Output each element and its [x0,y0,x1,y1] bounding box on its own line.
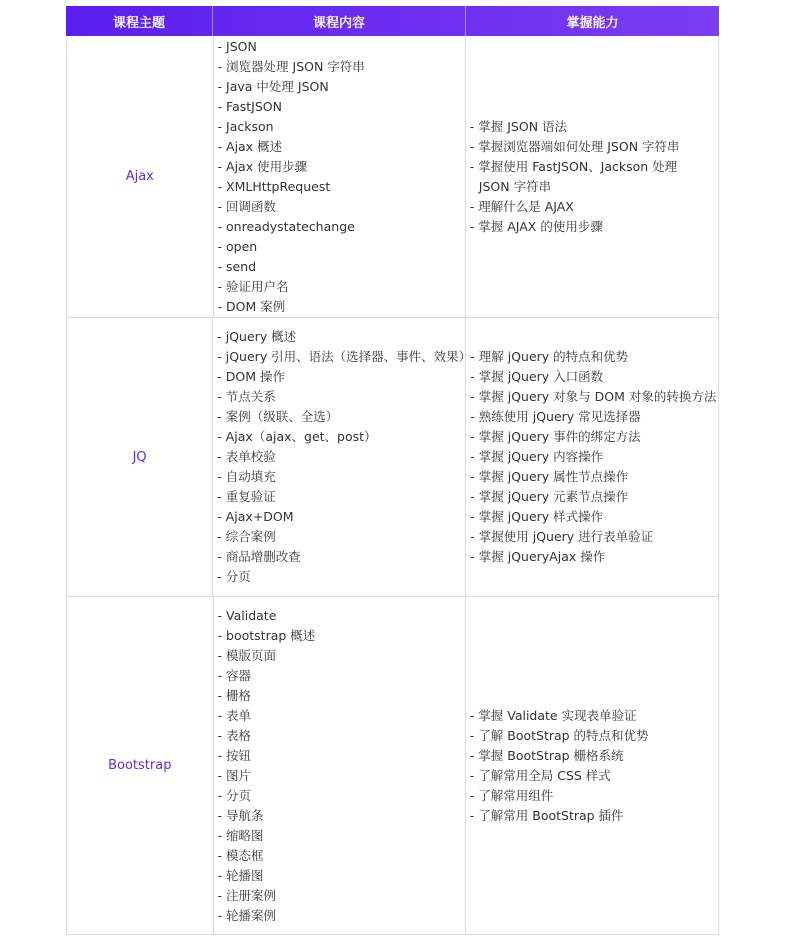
content-item: - 验证用户名 [217,278,289,294]
table-row [66,36,719,318]
content-item: - 图片 [217,767,252,783]
content-item: - 容器 [217,667,252,683]
skill-item: - 掌握 jQuery 内容操作 [470,449,604,464]
content-item: - onreadystatechange [217,218,355,234]
content-item: - Java 中处理 JSON [217,78,329,94]
skills-list [470,117,680,237]
header-skills: 掌握能力 [566,15,619,31]
content-item: - 按钮 [217,747,252,763]
content-item: - 表格 [217,727,252,743]
skill-item: - 了解常用全局 CSS 样式 [469,767,611,783]
content-item: - 分页 [217,787,252,803]
table-row [66,318,719,597]
skill-item: - 熟练使用 jQuery 常见选择器 [470,409,641,424]
content-item: - Validate [217,607,277,623]
content-item: - 轮播图 [217,867,264,883]
content-item: - Ajax 概述 [217,138,283,154]
content-item: - 轮播案例 [217,907,277,923]
table-row [66,597,719,935]
content-item: - 注册案例 [217,887,277,903]
content-item: - send [217,258,257,274]
skills-cell [466,597,718,934]
skill-item: - 掌握 jQuery 对象与 DOM 对象的转换方法 [470,389,717,404]
content-item: - 模态框 [217,847,264,863]
skill-item: - 掌握 jQuery 事件的绑定方法 [470,429,641,444]
content-item: - jQuery 引用、语法（选择器、事件、效果） [217,349,472,364]
content-item: - 节点关系 [217,389,276,404]
skill-item: - 掌握使用 jQuery 进行表单验证 [470,529,654,544]
skill-item: - 理解 jQuery 的特点和优势 [470,349,629,364]
skill-item: - 掌握 AJAX 的使用步骤 [469,218,603,234]
content-item: - 表单 [217,707,252,723]
content-item: - 回调函数 [217,198,277,214]
content-item: - Ajax 使用步骤 [217,158,308,174]
skill-item: - 掌握 jQuery 样式操作 [470,509,604,524]
content-item: - FastJSON [217,98,282,114]
header-topic: 课程主题 [66,6,213,36]
content-item: - 浏览器处理 JSON 字符串 [217,58,365,74]
content-cell [214,597,466,934]
content-item: - 模版页面 [217,647,277,663]
content-item: - 综合案例 [217,529,276,544]
skill-item: - 掌握 jQuery 属性节点操作 [470,469,629,484]
skill-item: JSON 字符串 [478,178,552,194]
content-item: - DOM 案例 [217,298,286,314]
skill-item: - 掌握 BootStrap 栅格系统 [469,747,624,763]
content-item: - Jackson [217,118,274,134]
content-item: - 自动填充 [217,469,276,484]
content-item: - JSON [217,38,257,54]
content-list [218,606,316,926]
content-item: - bootstrap 概述 [217,627,316,643]
skill-item: - 了解常用 BootStrap 插件 [469,807,624,823]
skill-item: - 掌握 JSON 语法 [469,118,568,134]
skill-item: - 掌握 jQuery 入口函数 [470,369,604,384]
skill-item: - 掌握 Validate 实现表单验证 [469,707,637,723]
skill-item: - 掌握 jQuery 元素节点操作 [470,489,629,504]
skill-item: - 掌握浏览器端如何处理 JSON 字符串 [469,138,680,154]
content-item: - 重复验证 [217,489,276,504]
skills-cell [466,36,718,317]
topic-cell: JQ [67,318,213,596]
skill-item: - 理解什么是 AJAX [469,198,574,214]
content-item: - DOM 操作 [217,369,285,384]
content-item: - Ajax（ajax、get、post） [217,429,377,444]
content-item: - 商品增删改查 [217,549,301,564]
table-header [66,6,719,36]
course-table [66,6,719,935]
content-list [217,327,471,587]
skill-item: - 掌握使用 FastJSON、Jackson 处理 [469,158,678,174]
content-list [218,37,365,317]
content-item: - 表单校验 [217,449,276,464]
skills-cell [466,318,718,596]
content-item: - Ajax+DOM [217,509,294,524]
skill-item: - 了解 BootStrap 的特点和优势 [469,727,649,743]
header-content: 课程内容 [213,6,466,36]
skill-item: - 了解常用组件 [469,787,554,803]
topic-cell: Ajax [67,36,214,317]
content-item: - 栅格 [217,687,252,703]
content-item: - open [217,238,258,254]
content-item: - XMLHttpRequest [217,178,331,194]
skills-list [470,706,649,826]
content-item: - jQuery 概述 [217,329,297,344]
skills-list [470,347,716,567]
skill-item: - 掌握 jQueryAjax 操作 [470,549,606,564]
content-cell [214,36,466,317]
content-item: - 缩略图 [217,827,264,843]
topic-cell: Bootstrap [67,597,214,934]
content-item: - 导航条 [217,807,264,823]
content-item: - 分页 [217,569,251,584]
content-cell [213,318,472,596]
content-item: - 案例（级联、全选） [217,409,339,424]
